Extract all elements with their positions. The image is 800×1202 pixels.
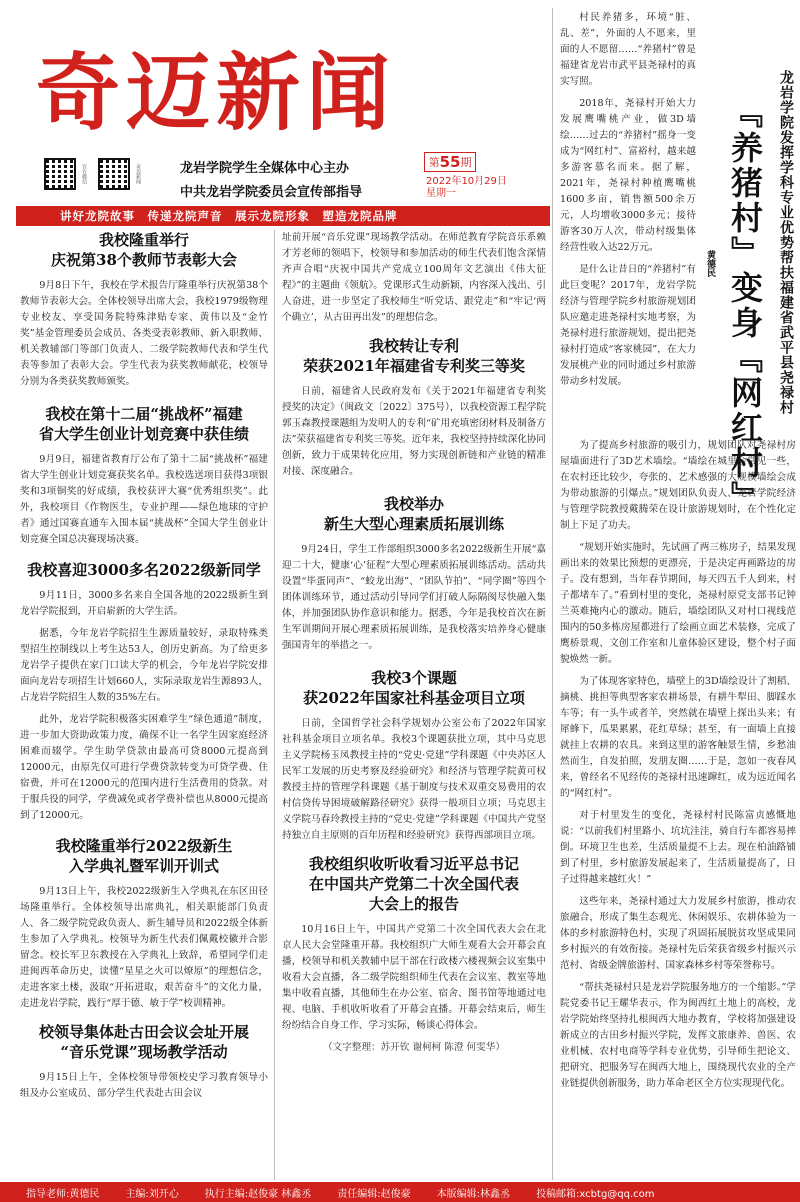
qr-label-qimai: 奇迈新闻 xyxy=(135,164,141,184)
feature-paragraph: 对于村里发生的变化，尧禄村村民陈富贞感慨地说：“以前我们村里路小、坑坑洼洼，骑自行车都容易摔倒。环境卫生也差，生活质量提不上去。现在柏油路铺到了村里，乡村旅游发展起来了，生活质量提高了，日子过得越来越红火！” xyxy=(560,810,796,885)
issue-number: 55 xyxy=(439,153,461,171)
article-title-teachers-day: 我校隆重举行 庆祝第38个教师节表彰大会 xyxy=(51,231,237,269)
feature-paragraph: 是什么让昔日的“养猪村”有此巨变呢？2017年，龙岩学院经济与管理学院乡村旅游规划团队应邀走进尧禄村实地考察，为尧禄村进行旅游规划，提出把尧禄村打造成“客家桃园”，在大力发展桃产业的同时通过乡村旅游带动乡村发展。 xyxy=(560,264,696,387)
article-body: 9月24日，学生工作部组织3000多名2022级新生开展“嘉迎二十大，健康‘心’征程”大型心理素质拓展训练活动。活动共设置“毕蛋同声”、“蛟龙出海”、“团队节拍”、“同学圈”等四个团体训练环节，通过活动引导同学们打破人际隔阂尽快融入集体，并加强团队协作意识和能力。据悉，今年是我校首次在新生军训期间开展心理素质拓展训练，是我校落实培养身心健康强国青年的举措之一。 xyxy=(282,544,546,651)
article-body: 9月8日下午，我校在学术报告厅隆重举行庆祝第38个教师节表彰大会。全体校领导出席大会，我校1979级物理专业校友、享受国务院特殊津贴专家、黄伟以及“金竹奖”基金管理委员会成员、各类受表彰教师、新入职教师、机关教辅部门等部门负责人、二级学院教师代表和学生代表等参加了表彰大会。学生代表为获奖教师献花，校领导分别为各类获奖教师颁奖。 xyxy=(20,280,268,387)
article-body: 9月9日，福建省教育厅公布了第十二届“挑战杯”福建省大学生创业计划竞赛获奖名单。我校选送项目获得3项银奖和3项铜奖的好成绩，我校获评大赛“优秀组织奖”。此外，我校项目《作物医生，专业护理——绿色地球的守护者》通过国赛直通车入围本届“挑战杯”全国大学生创业计划竞赛全国总决赛现场决赛。 xyxy=(20,454,268,545)
footer-advisor: 指导老师:黄德民 xyxy=(26,1188,100,1200)
footer-email[interactable]: 投稿邮箱:xcbtg@qq.com xyxy=(536,1188,655,1200)
footer-bar xyxy=(0,1182,800,1202)
qr-group xyxy=(44,158,141,190)
feature-subtitle: 龙岩学院发挥学科专业优势帮扶福建省武平县尧禄村 xyxy=(778,70,794,415)
column-right-narrow xyxy=(560,10,696,396)
issue-prefix: 第 xyxy=(428,156,440,169)
feature-paragraph: “规划开始实施时，先试画了两三栋房子，结果发现画出来的效果比预想的更漂亮，于是决定再画路边的房子。没有想到，当年春节期间，每天四五千人到来，村子都堵车了。”看到村里的变化，尧禄村原党支部书记钟兰英难掩内心的激动。随后，墙绘团队又对村口视线范围内的50多栋房屋都进行了绘画立面艺术装修，完成了鹰桥景观、文创工作室和儿童体验区建设，整个村子面貌焕然一新。 xyxy=(560,542,796,665)
article-body-continued: 址前开展“音乐党课”现场教学活动。在师范教育学院音乐系赖才芳老师的领唱下，校领导和参加活动的师生代表们饱含深情齐声合唱“庆祝中国共产党成立100周年文艺演出《伟大征程》”的主题曲《领航》。党课形式生动新颖，内容深入浅出、引人奋进，进一步坚定了我校师生“听党话、跟党走”和“牢记‘两个确立’，从古田再出发”的理想信念。 xyxy=(282,232,546,323)
feature-paragraph: 这些年来，尧禄村通过大力发展乡村旅游，推动农旅融合，形成了集生态观光、休闲娱乐、农耕体验为一体的乡村旅游特色村，实现了巩固拓展脱贫攻坚成果同乡村振兴的有效衔接。尧禄村先后荣获省级乡村振兴示范村、省级金牌旅游村、国家森林乡村等荣誉称号。 xyxy=(560,896,796,971)
feature-author: 黄德民 xyxy=(705,250,715,277)
article-body: 9月11日，3000多名来自全国各地的2022级新生到龙岩学院报到，开启崭新的大学生活。 xyxy=(20,590,268,617)
article-body: 日前，全国哲学社会科学规划办公室公布了2022年国家社科基金项目立项名单。我校3个课题获批立项，其中马克思主义学院杨玉凤教授主持的“党史·党建”学科课题《中央苏区人民军工发展的历史考察及经验研究》和经济与管理学院黄可权教授主持的管理学科课题《基于制度与技术双重交易费用的农村信贷传导困境破解路径研究》获得一般项目立项；马克思主义学院马春玲教授主持的“党史·党建”学科课题《中国共产党坚持独立自主原则的百年历程和经验研究》获得西部项目立项。 xyxy=(282,718,546,841)
article-title-patent-award: 我校转让专利 荣获2021年福建省专利奖三等奖 xyxy=(303,337,525,375)
article-body: 据悉，今年龙岩学院招生生源质量较好，录取特殊类型招生控制线以上考生达53人，创历史新高。为了给更多龙岩学子提供在家门口读大学的机会，今年龙岩学院安排面向龙岩专项招生计划660人，实际录取龙岩生源893人，占龙岩学院招生人数的35%左右。 xyxy=(20,628,268,703)
qr-code-qimai-news xyxy=(98,158,130,190)
article-title-gutian-party-class: 校领导集体赴古田会议会址开展 “音乐党课”现场教学活动 xyxy=(38,1023,249,1061)
feature-paragraph: 2018年，尧禄村开始大力发展鹰嘴桃产业，做3D墙绘……过去的“养猪村”摇身一变成为“网红村”、富裕村，越来越多游客慕名而来。据了解，2021年，尧禄村种植鹰嘴桃1600多亩，销售额500余万元，人均增收3000多元；接待游客30万人次，带动村级集体经营性收入达22万元。 xyxy=(560,98,696,253)
footer-layout-editor: 本版编辑:林鑫丞 xyxy=(436,1188,511,1200)
article-body: 9月13日上午，我校2022级新生入学典礼在东区田径场隆重举行。全体校领导出席典礼，相关职能部门负责人、各二级学院党政负责人、新生辅导员和2022级全体新生参加了入学典礼。校领导为新生代表们佩戴校徽并合影留念。校长军卫东教授在入学典礼上致辞，希望同学们走进闽西革命历史，读懂“星星之火可以燎原”的理想信念，走进客家土楼，汲取“开拓进取，艰苦奋斗”的文化力量，走进龙岩学院，践行“厚于德、敏于学”校训精神。 xyxy=(20,886,268,1009)
footer-exec-editor: 执行主编:赵俊豪 林鑫丞 xyxy=(204,1188,312,1200)
issue-weekday: 星期一 xyxy=(426,188,456,199)
sponsor-line-2: 中共龙岩学院委员会宣传部指导 xyxy=(180,185,363,200)
column-divider-1 xyxy=(274,230,275,1180)
article-body: 日前，福建省人民政府发布《关于2021年福建省专利奖授奖的决定》（闽政文〔2022〕375号），以我校资源工程学院郭玉森教授课题组为发明人的专利“矿用充填密闭材料及制备方法”荣获福建省专利奖三等奖。近年来，我校坚持持续深化协同创新，致力于成果转化应用，努力实现创新链和产业链的精准对接、深度融合。 xyxy=(282,386,546,477)
issue-suffix: 期 xyxy=(460,156,472,169)
footer-duty-editor: 责任编辑:赵俊豪 xyxy=(337,1188,411,1200)
issue-number-box xyxy=(424,152,476,172)
feature-headline: 『养猪村』变身『网红村』 xyxy=(726,96,764,516)
footer-editor: 主编:刘开心 xyxy=(125,1188,179,1200)
article-title-psych-training: 我校举办 新生大型心理素质拓展训练 xyxy=(323,495,504,533)
column-right-wide xyxy=(560,438,796,1098)
feature-paragraph: 村民养猪多，环境“脏、乱、差”，外面的人不愿来，里面的人不愿留……“养猪村”曾是福建省龙岩市武平县尧禄村的真实写照。 xyxy=(560,12,696,87)
text-credit: （文字整理：苏开钦 谢柯柯 陈澄 何雯华） xyxy=(323,1042,505,1053)
article-title-social-science-fund: 我校3个课题 获2022年国家社科基金项目立项 xyxy=(303,669,525,707)
article-body: 9月15日上午，全体校领导带领校史学习教育领导小组及办公室成员、部分学生代表赴古田会议 xyxy=(20,1072,268,1099)
newspaper-masthead-title: 奇迈新闻 xyxy=(36,43,397,142)
article-title-opening-ceremony: 我校隆重举行2022级新生 入学典礼暨军训开训式 xyxy=(55,837,233,875)
slogan-banner: 讲好龙院故事 传递龙院声音 展示龙院形象 塑造龙院品牌 xyxy=(16,206,550,226)
article-title-party-congress: 我校组织收听收看习近平总书记 在中国共产党第二十次全国代表 大会上的报告 xyxy=(308,855,519,913)
feature-paragraph: 为了提高乡村旅游的吸引力，规划团队对尧禄村房屋墙面进行了3D艺术墙绘。“墙绘在城里会常见一些，在农村还比较少，夸张的、艺术感强的大规模墙绘会成为带动旅游的引爆点。”规划团队负责人、龙岩学院经济与管理学院教授戴腾荣在设计旅游规划时，在个性化定制上下足了功夫。 xyxy=(560,440,796,531)
feature-paragraph: “帮扶尧禄村只是龙岩学院服务地方的一个缩影。”学院党委书记王耀华表示，作为闽西红土地上的高校，龙岩学院始终坚持扎根闽西大地办教育，学校将加强建设新成立的古田乡村振兴学院，发挥文旅康养、兽医、农业机械、农村电商等学科专业优势，引导师生把论文、把研究、把服务写在闽西大地上，围绕现代农业的全产业链提供创新服务，助力革命老区全方位实现现代化。 xyxy=(560,982,796,1089)
issue-date xyxy=(426,176,507,200)
column-divider-2 xyxy=(552,8,553,1180)
article-body: 此外，龙岩学院积极落实困难学生“绿色通道”制度，进一步加大资助政策力度，确保不让一名学生因家庭经济困难而辍学。学生助学贷款由最高可贷8000元提高到12000元，由原先仅可进行学费贷款转变为可贷学费、住宿费，并可在12000元的范围内进行生活费用的贷款。对于服兵役的同学，学费减免或者学费补偿也从8000元提高到了12000元。 xyxy=(20,714,268,821)
column-middle xyxy=(282,230,546,1056)
article-title-new-students: 我校喜迎3000多名2022级新同学 xyxy=(27,561,261,579)
article-title-challenge-cup: 我校在第十二届“挑战杯”福建 省大学生创业计划竞赛中获佳绩 xyxy=(38,405,249,443)
issue-date-text: 2022年10月29日 xyxy=(426,176,507,187)
qr-code-official-wechat xyxy=(44,158,76,190)
qr-label-wechat: 官方微信 xyxy=(81,164,87,184)
column-left xyxy=(20,230,268,1108)
feature-paragraph: 为了体现客家特色，墙壁上的3D墙绘设计了割稻、摘桃、挑担等典型客家农耕场景，有耕牛犁田、脚踩水车等；有一头牛或者羊，突然就在墙壁上探出头来；有犀蜂下，瓜果累累，花红草绿；甚至，有一面墙上直接就挂上农耕的农具。来到这里的游客触景生情，乡愁油然而生，自发拍照，发朋友圈……于是，忽如一夜春风来，曾经名不见经传的尧禄村迅速蹿红，成为远近闻名的“网红村”。 xyxy=(560,676,796,799)
article-body: 10月16日上午，中国共产党第二十次全国代表大会在北京人民大会堂隆重开幕。我校组织广大师生观看大会开幕会直播，校领导和机关教辅中层干部在行政楼六楼视频会议室集中收看大会直播，各二级学院组织师生代表在会议室、教室等地集中收看直播，其他师生在办公室、宿舍、图书馆等地通过电视、电脑、手机收听收看了开幕会直播。开幕会结束后，师生纷纷结合自身工作、学习实际，畅谈心得体会。 xyxy=(282,924,546,1031)
sponsor-line-1: 龙岩学院学生全媒体中心主办 xyxy=(180,161,350,176)
